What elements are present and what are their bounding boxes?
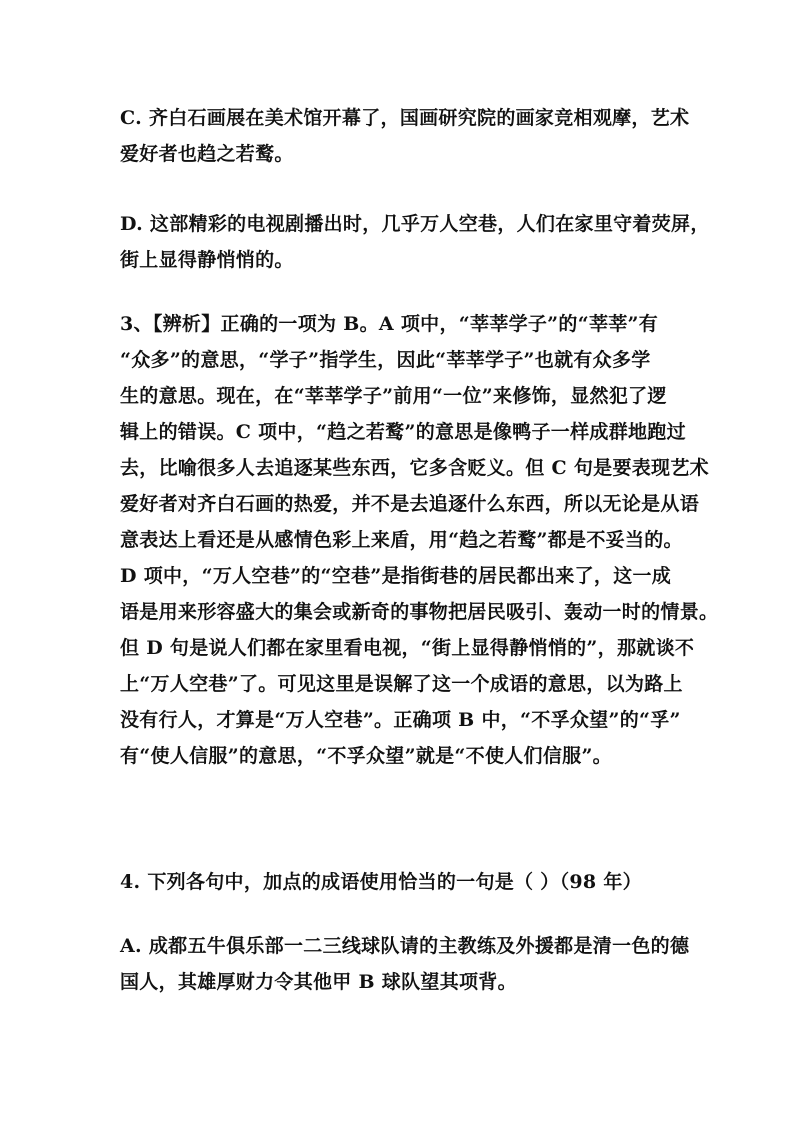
text-line: 上“万人空巷”了。可见这里是误解了这一个成语的意思，以为路上 bbox=[120, 673, 683, 695]
analysis-paragraph bbox=[120, 306, 719, 774]
text-line: 街上显得静悄悄的。 bbox=[120, 249, 294, 271]
option-d-paragraph bbox=[120, 206, 710, 278]
question-4-paragraph bbox=[120, 864, 680, 900]
text-line: A. 成都五牛俱乐部一二三线球队请的主教练及外援都是清一色的德 bbox=[120, 935, 690, 957]
text-line: 辑上的错误。C 项中，“趋之若鹜”的意思是像鸭子一样成群地跑过 bbox=[120, 421, 686, 443]
text-line: D 项中，“万人空巷”的“空巷”是指街巷的居民都出来了，这一成 bbox=[120, 565, 672, 587]
text-line: 语是用来形容盛大的集会或新奇的事物把居民吸引、轰动一时的情景。 bbox=[120, 601, 719, 623]
text-line: 4. 下列各句中，加点的成语使用恰当的一句是（ ）（98 年） bbox=[120, 871, 642, 893]
option-c-paragraph bbox=[120, 100, 690, 172]
text-line: 3、【辨析】正确的一项为 B。A 项中，“莘莘学子”的“莘莘”有 bbox=[120, 313, 659, 335]
text-line: 生的意思。现在，在“莘莘学子”前用“一位”来修饰，显然犯了逻 bbox=[120, 385, 667, 407]
text-line: C. 齐白石画展在美术馆开幕了，国画研究院的画家竞相观摩，艺术 bbox=[120, 107, 690, 129]
text-line: 国人，其雄厚财力令其他甲 B 球队望其项背。 bbox=[120, 971, 517, 993]
text-line: 去，比喻很多人去追逐某些东西，它多含贬义。但 C 句是要表现艺术 bbox=[120, 457, 709, 479]
text-line: D. 这部精彩的电视剧播出时，几乎万人空巷，人们在家里守着荧屏， bbox=[120, 213, 710, 235]
text-line: 爱好者对齐白石画的热爱，并不是去追逐什么东西，所以无论是从语 bbox=[120, 493, 700, 515]
text-line: 爱好者也趋之若鹜。 bbox=[120, 143, 294, 165]
text-line: 没有行人，才算是“万人空巷”。正确项 B 中，“不孚众望”的“孚” bbox=[120, 709, 681, 731]
text-line: “众多”的意思，“学子”指学生，因此“莘莘学子”也就有众多学 bbox=[120, 349, 651, 371]
text-line: 但 D 句是说人们都在家里看电视，“街上显得静悄悄的”，那就谈不 bbox=[120, 637, 695, 659]
option-a-paragraph bbox=[120, 928, 690, 1000]
text-line: 意表达上看还是从感情色彩上来盾，用“趋之若鹜”都是不妥当的。 bbox=[120, 529, 683, 551]
text-line: 有“使人信服”的意思，“不孚众望”就是“不使人们信服”。 bbox=[120, 745, 612, 767]
